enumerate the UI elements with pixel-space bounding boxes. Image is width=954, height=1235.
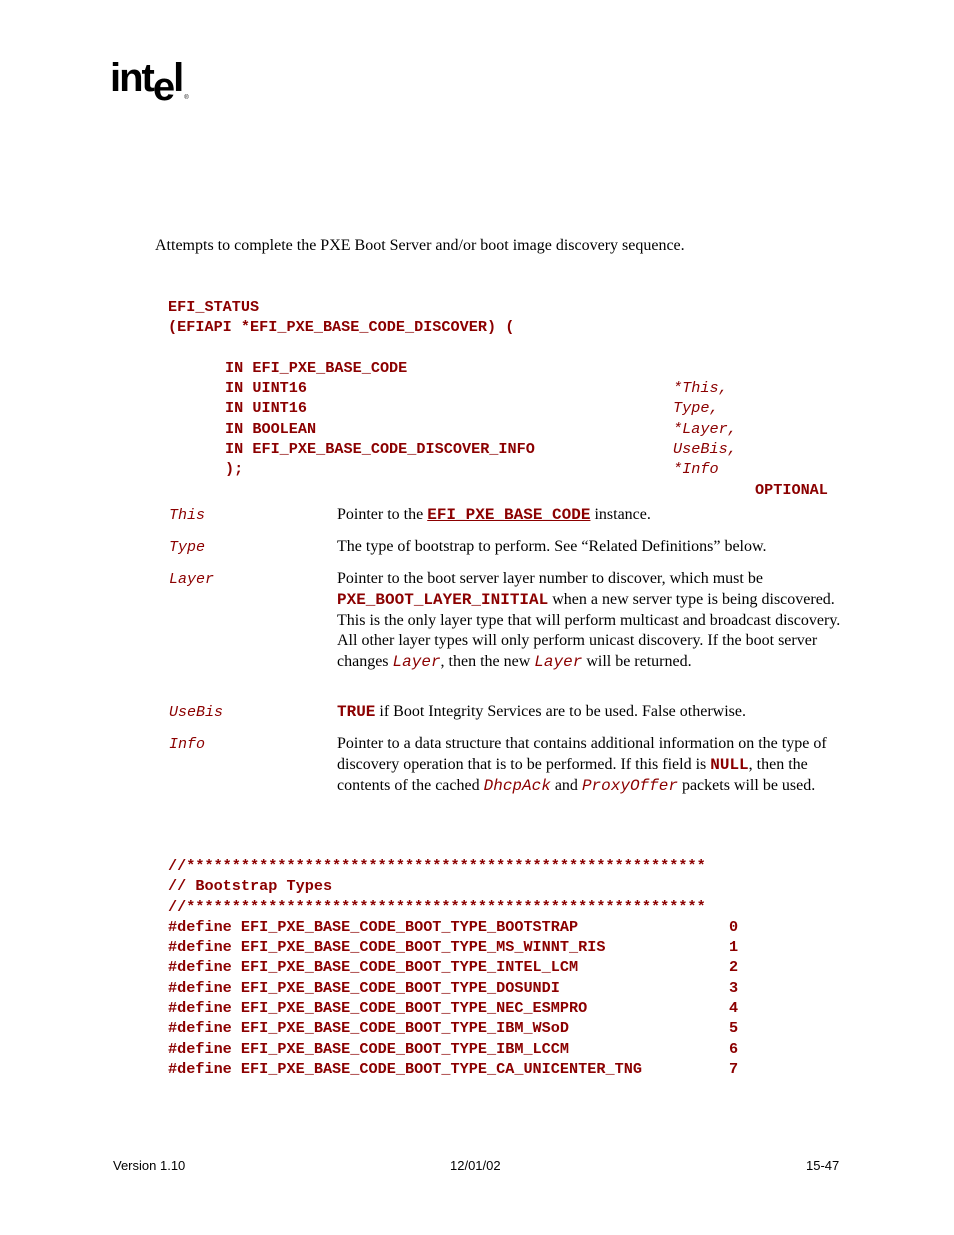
param-name: *Info [673,460,719,479]
param-name: *Layer, [673,419,737,438]
param-this-name: This [169,507,206,524]
param-type-description: The type of bootstrap to perform. See “Related Definitions” below. [337,538,767,555]
define-row: #define EFI_PXE_BASE_CODE_BOOT_TYPE_IBM_WSoD 5 [168,1019,739,1038]
related-definitions [168,856,739,1079]
function-prototype [168,297,828,499]
define-row: #define EFI_PXE_BASE_CODE_BOOT_TYPE_DOSUNDI 3 [168,978,739,997]
param-layer-name: Layer [169,571,215,588]
define-row: #define EFI_PXE_BASE_CODE_BOOT_TYPE_BOOTSTRAP 0 [168,917,739,936]
prototype-return-type: EFI_STATUS [168,298,260,316]
param-ref: Layer [392,653,441,672]
define-row: #define EFI_PXE_BASE_CODE_BOOT_TYPE_CA_UNICENTER_TNG 7 [168,1059,739,1078]
param-decl: IN EFI_PXE_BASE_CODE_DISCOVER_INFO [225,440,535,459]
param-usebis-description: TRUE if Boot Integrity Services are to be used. False otherwise. [337,703,746,721]
param-decl: IN EFI_PXE_BASE_CODE [225,358,408,377]
param-info-description: Pointer to a data structure that contains additional information on the type of discovery operation that is to be performed. If this field is NULL, then the contents of the cached DhcpAck and ProxyOffer packets will be used. [337,735,827,795]
param-ref: ProxyOffer [581,776,678,795]
param-name: Type, [673,399,719,418]
footer-date: 12/01/02 [450,1158,501,1173]
define-row: #define EFI_PXE_BASE_CODE_BOOT_TYPE_MS_WINNT_RIS 1 [168,938,739,957]
prototype-close: ); [225,460,244,479]
type-link[interactable]: EFI_PXE_BASE_CODE [427,506,591,524]
param-info-name: Info [169,736,206,753]
param-ref: DhcpAck [483,776,551,795]
param-decl: IN UINT16 [225,399,308,418]
define-row: #define EFI_PXE_BASE_CODE_BOOT_TYPE_NEC_ESMPRO 4 [168,999,739,1018]
param-layer-description: Pointer to the boot server layer number to discover, which must be PXE_BOOT_LAYER_INITIAL when a new server type is being discovered. This is the only layer type that will perform multicast and broadcast discovery. All other layer types will only perform unicast discovery. If the boot server changes Layer, then the new Layer will be returned. [337,570,841,672]
function-description: Attempts to complete the PXE Boot Server and/or boot image discovery sequence. [155,237,685,254]
param-name: *This, [673,379,728,398]
param-name: UseBis, [673,440,737,459]
footer-version: Version 1.10 [113,1158,186,1173]
comment-rule: //********************************************************* [168,897,706,916]
param-optional-keyword: OPTIONAL [755,480,828,499]
comment-rule: //********************************************************* [168,857,706,875]
param-decl: IN BOOLEAN [225,419,317,438]
define-row: #define EFI_PXE_BASE_CODE_BOOT_TYPE_IBM_LCCM 6 [168,1039,739,1058]
constant-ref: TRUE [337,703,376,721]
constant-ref: NULL [710,755,749,774]
param-ref: Layer [534,653,583,672]
constant-ref: PXE_BOOT_LAYER_INITIAL [337,590,549,609]
comment-title: // Bootstrap Types [168,877,333,896]
define-row: #define EFI_PXE_BASE_CODE_BOOT_TYPE_INTEL_LCM 2 [168,958,739,977]
param-decl: IN UINT16 [225,379,308,398]
footer-page-number: 15-47 [806,1158,840,1173]
prototype-signature: (EFIAPI *EFI_PXE_BASE_CODE_DISCOVER) ( [168,318,515,337]
param-type-name: Type [169,539,206,556]
intel-logo: intel ® [110,56,189,109]
param-this-description: Pointer to the EFI_PXE_BASE_CODE instance. [337,506,651,524]
param-usebis-name: UseBis [169,704,224,721]
